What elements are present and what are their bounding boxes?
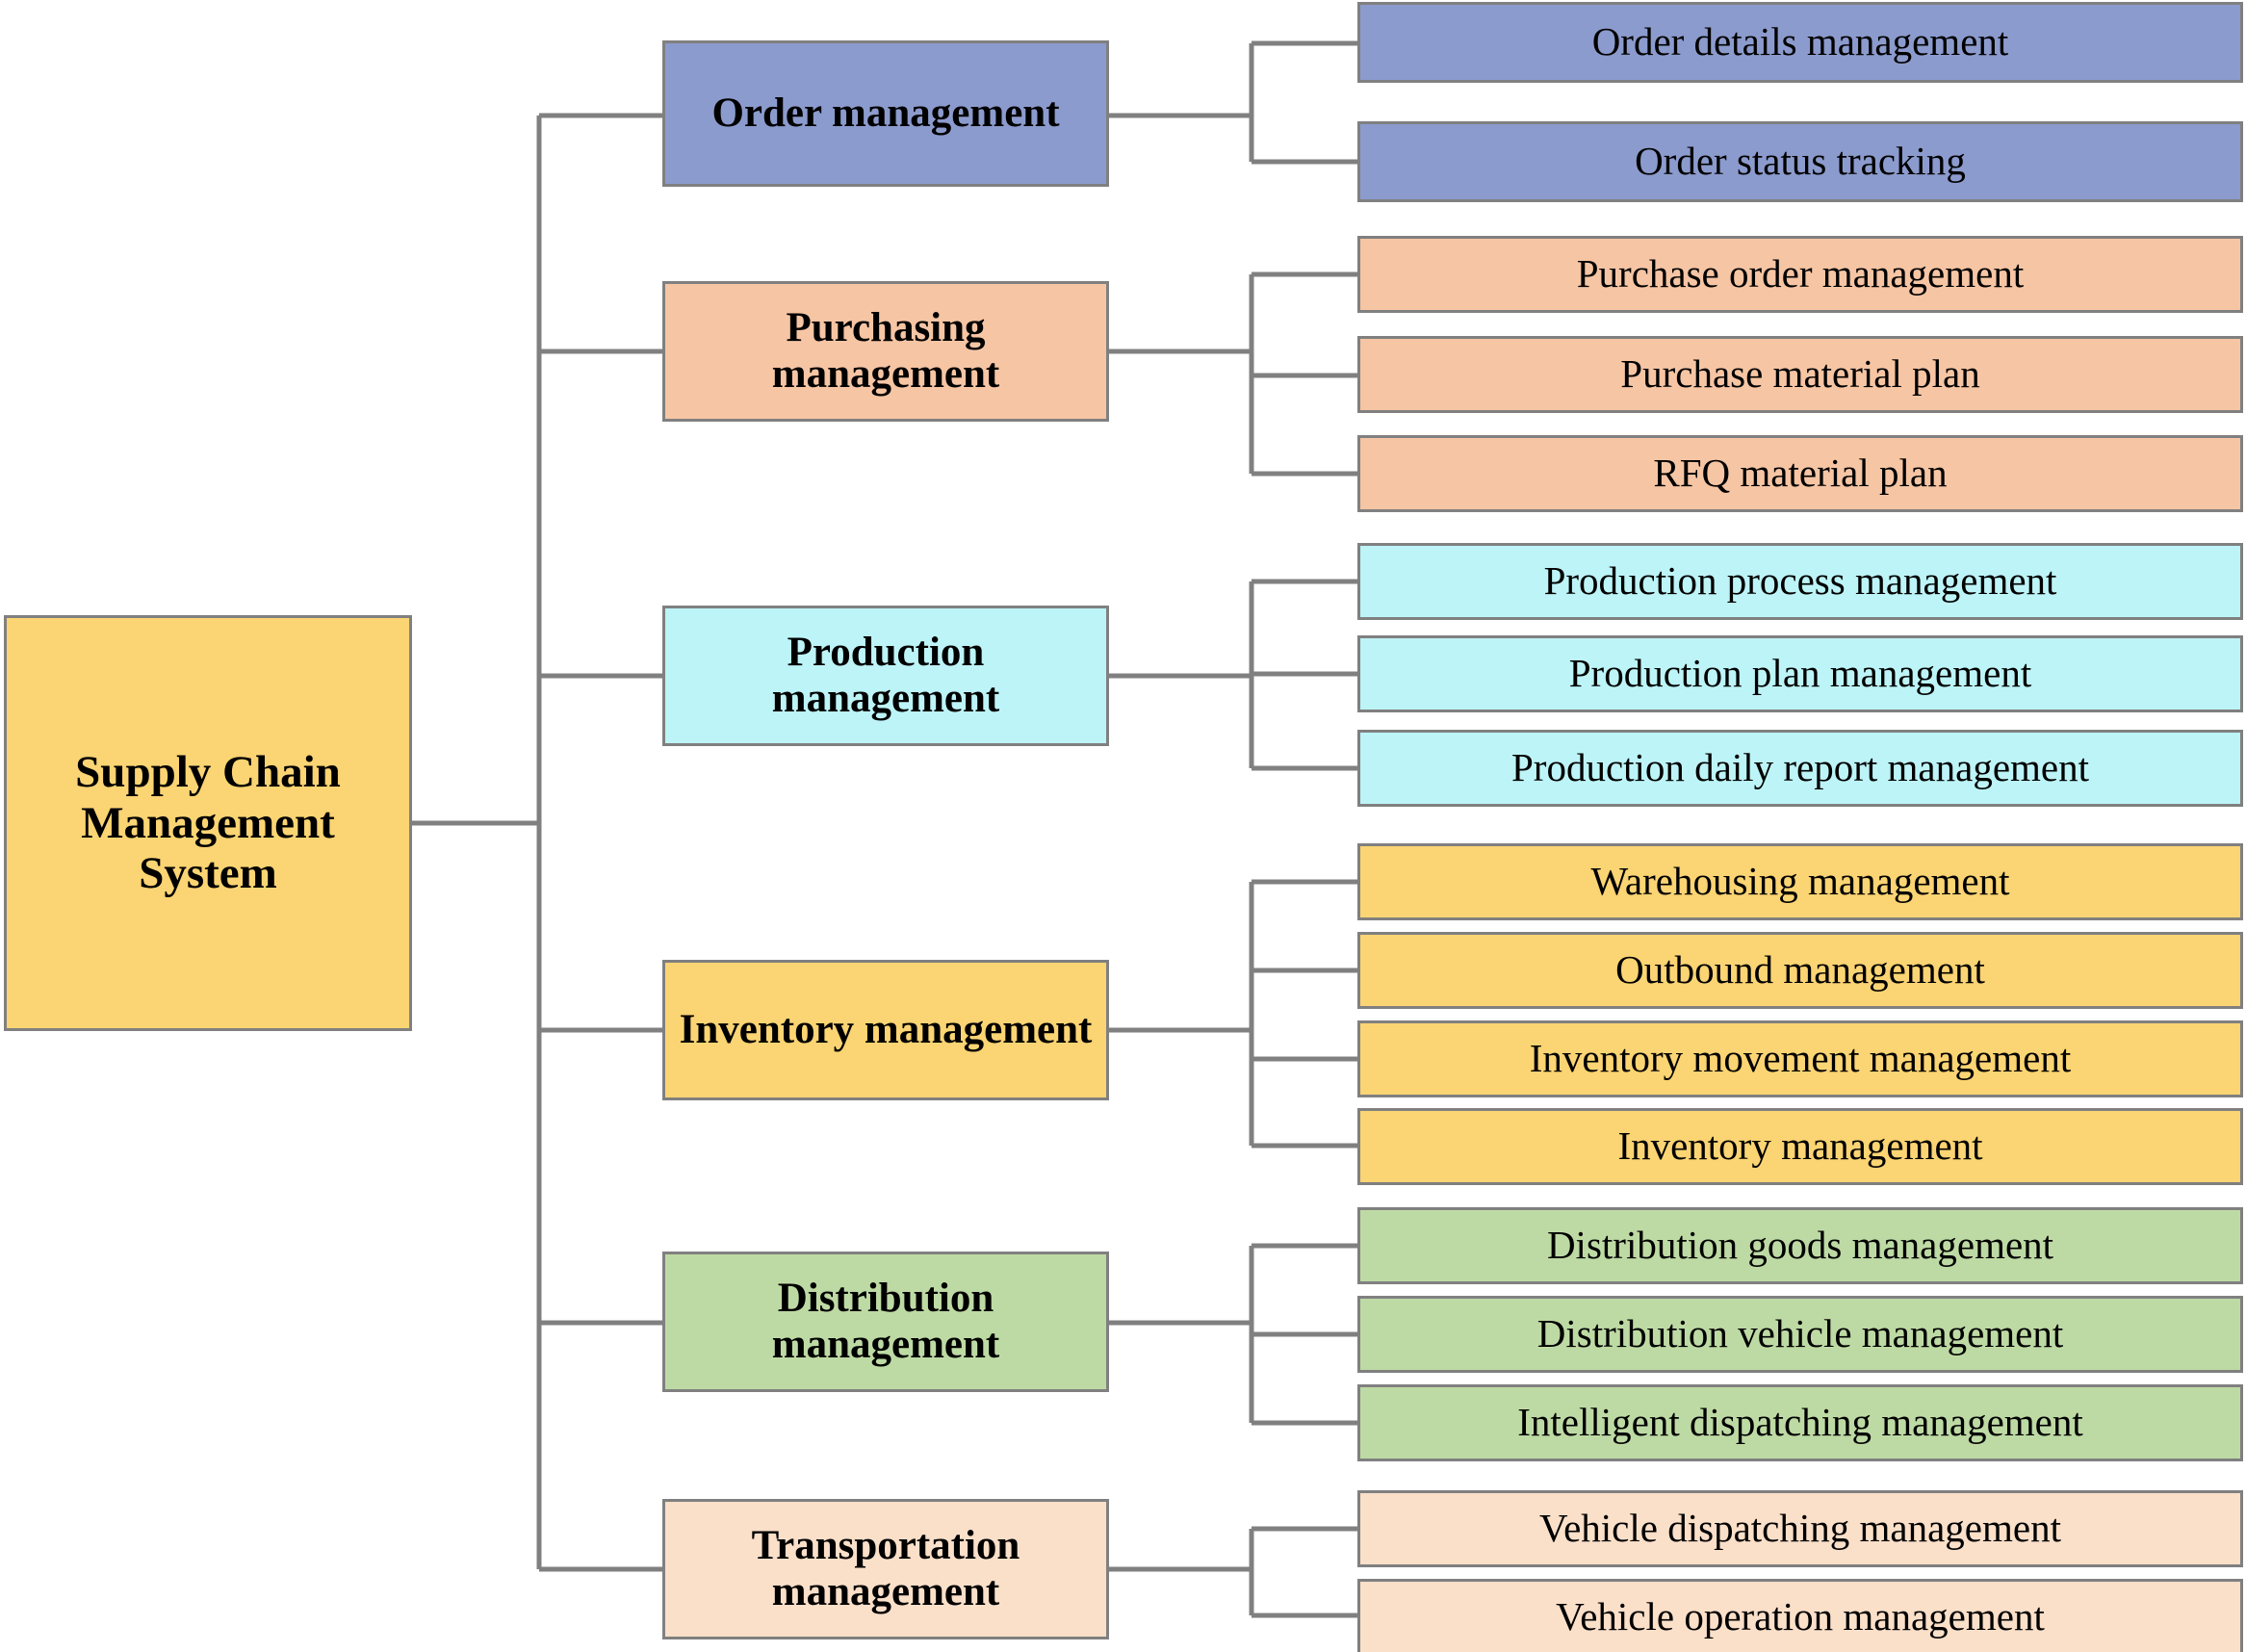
leaf-node-label: Vehicle dispatching management [1539,1506,2061,1551]
leaf-node-purchase-material-plan[interactable] [1357,336,2243,413]
branch-node-distribution-management[interactable] [662,1252,1109,1392]
leaf-node-production-daily-report-management[interactable] [1357,730,2243,807]
branch-node-production-management[interactable] [662,606,1109,746]
leaf-node-order-details-management[interactable] [1357,2,2243,83]
leaf-node-label: Intelligent dispatching management [1517,1400,2083,1445]
leaf-node-label: Production process management [1543,558,2057,604]
leaf-node-label: Purchase order management [1576,251,2025,297]
branch-node-label: Distribution management [771,1275,1000,1367]
leaf-node-production-plan-management[interactable] [1357,635,2243,712]
leaf-node-intelligent-dispatching-management[interactable] [1357,1384,2243,1461]
root-node-supply-chain-management-system[interactable] [4,615,412,1031]
branch-node-purchasing-management[interactable] [662,281,1109,422]
leaf-node-distribution-vehicle-management[interactable] [1357,1296,2243,1373]
leaf-node-order-status-tracking[interactable] [1357,121,2243,202]
leaf-node-label: Inventory management [1617,1123,1983,1169]
leaf-node-warehousing-management[interactable] [1357,843,2243,920]
branch-node-label: Production management [771,629,1000,721]
leaf-node-label: Purchase material plan [1620,351,1980,397]
leaf-node-label: Vehicle operation management [1556,1594,2045,1639]
leaf-node-label: Warehousing management [1590,859,2010,904]
branch-node-label: Order management [711,90,1060,136]
branch-node-label: Purchasing management [771,304,1000,397]
leaf-node-label: Production plan management [1568,651,2032,696]
leaf-node-label: Distribution goods management [1546,1223,2054,1268]
leaf-node-label: Order status tracking [1635,139,1966,184]
leaf-node-label: Inventory movement management [1529,1036,2072,1081]
leaf-node-label: Distribution vehicle management [1536,1311,2064,1356]
leaf-node-purchase-order-management[interactable] [1357,236,2243,313]
leaf-node-inventory-movement-management[interactable] [1357,1020,2243,1097]
leaf-node-vehicle-dispatching-management[interactable] [1357,1490,2243,1567]
leaf-node-distribution-goods-management[interactable] [1357,1207,2243,1284]
leaf-node-label: Production daily report management [1510,745,2090,790]
leaf-node-label: Outbound management [1615,947,1985,993]
leaf-node-label: RFQ material plan [1653,451,1948,496]
leaf-node-rfq-material-plan[interactable] [1357,435,2243,512]
branch-node-transportation-management[interactable] [662,1499,1109,1639]
root-node-label: Supply Chain Management System [75,747,341,899]
leaf-node-vehicle-operation-management[interactable] [1357,1579,2243,1652]
leaf-node-inventory-management[interactable] [1357,1108,2243,1185]
branch-node-label: Inventory management [679,1006,1093,1052]
branch-node-order-management[interactable] [662,40,1109,187]
leaf-node-outbound-management[interactable] [1357,932,2243,1009]
branch-node-label: Transportation management [751,1522,1020,1614]
leaf-node-production-process-management[interactable] [1357,543,2243,620]
branch-node-inventory-management[interactable] [662,960,1109,1100]
leaf-node-label: Order details management [1591,19,2009,65]
